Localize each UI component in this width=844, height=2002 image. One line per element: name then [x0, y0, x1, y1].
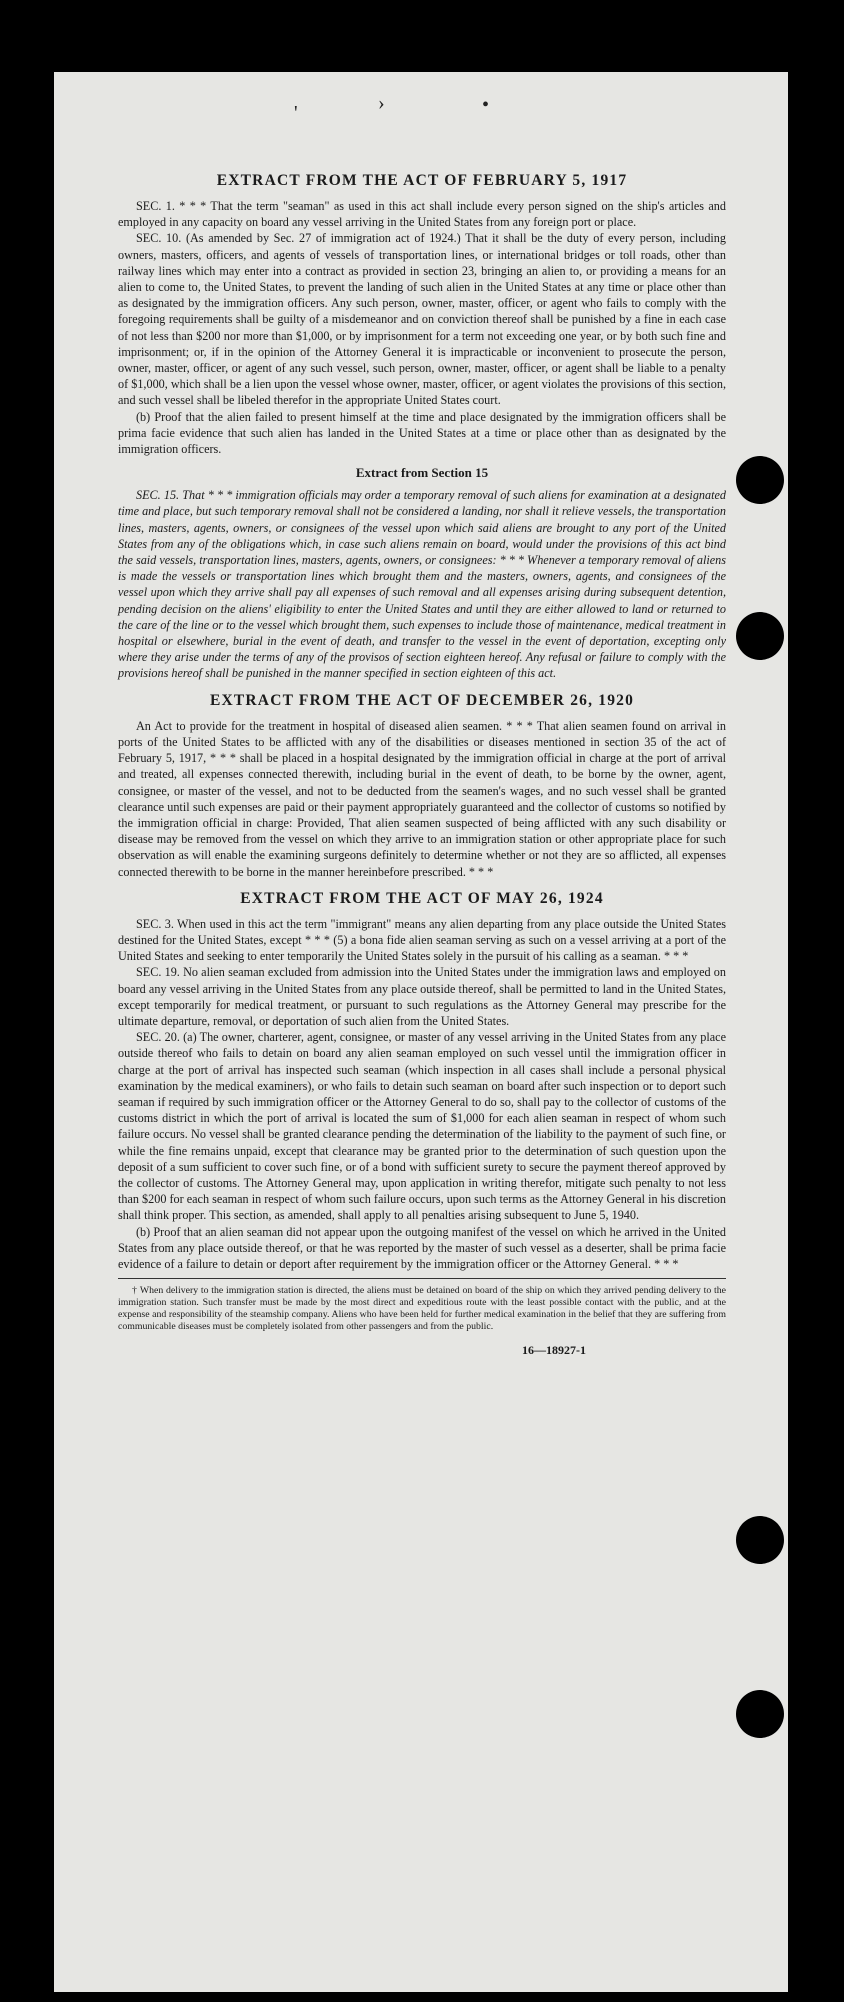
- paragraph-sec-15: SEC. 15. That * * * immigration officials may order a temporary removal of such aliens for examination at a designated time and place, but such temporary removal shall not be considered a landing, nor shall it relieve vessels, the transportation lines, masters, agents, owners, or consignees of the vessel upon which said aliens are brought to any port of the United States from any of the obligations which, in case such aliens remain on board, would under the provisions of this act bind the said vessels, transportation lines, masters, agents, owners, or consignees: * * * Whenever a temporary removal of aliens is made the vessels or transportation lines which brought them and the masters, owners, agents, and consignees of the vessel upon which they arrive shall pay all expenses of such removal and all expenses arising during subsequent detention, pending decision on the aliens' eligibility to enter the United States and until they are either allowed to land or returned to the care of the line or to the vessel which brought them, such expenses to include those of maintenance, medical treatment in hospital or elsewhere, burial in the event of death, and transfer to the vessel in the event of deportation, excepting only where they arise under the terms of any of the provisos of section eighteen hereof. Any refusal or failure to comply with the provisions hereof shall be punished in the manner specified in section eighteen of this act.: [118, 488, 726, 681]
- paragraph-sec-19: SEC. 19. No alien seaman excluded from admission into the United States under the immigration laws and employed on board any vessel arriving in the United States from any place outside thereof, shall be permitted to land in the United States, except temporarily for medical treatment, or pursuant to such regulations as the Attorney General may prescribe for the ultimate departure, removal, or deportation of such alien from the United States.: [118, 965, 726, 1028]
- scan-mark-2: ›: [378, 92, 385, 114]
- punch-hole-4: [736, 1690, 784, 1738]
- scan-mark-3: •: [482, 94, 490, 116]
- heading-act-1924: EXTRACT FROM THE ACT OF MAY 26, 1924: [240, 889, 604, 907]
- document-page: [54, 72, 788, 1992]
- form-code: 16—18927-1: [522, 1343, 586, 1358]
- heading-act-1920: EXTRACT FROM THE ACT OF DECEMBER 26, 1920: [209, 691, 635, 709]
- paragraph-sec-3: SEC. 3. When used in this act the term "immigrant" means any alien departing from any place outside the United States destined for the United States, except * * * (5) a bona fide alien seaman serving as such on a vessel arriving at a port of the United States and seeking to enter temporarily the United States solely in the pursuit of his calling as a seaman. * * *: [118, 916, 726, 964]
- paragraph-sec-20-a: SEC. 20. (a) The owner, charterer, agent, consignee, or master of any vessel arriving in the United States from any place outside thereof who fails to detain on board any alien seaman employed on such vessel until the immigration officer in charge at the port of arrival has inspected such seaman (which inspection in all cases shall include a personal physical examination by the medical examiners), or who fails to detain such seaman on board after such inspection or to deport such seaman if required by such immigration officer or the Attorney General to do so, shall pay to the collector of customs of the customs district in which the port of arrival is located the sum of $1,000 for each alien seaman in respect of whom such failure occurs. No vessel shall be granted clearance pending the determination of the liability to the payment of such fine, or while the fine remains unpaid, except that clearance may be granted prior to the determination of such question upon the deposit of a sum sufficient to cover such fine, or of a bond with sufficient surety to secure the payment thereof approved by the collector of customs. The Attorney General may, upon application in writing therefor, mitigate such penalty to not less than $200 for each seaman in respect of whom such failure occurs, upon such terms as the Attorney General in his discretion shall think proper. This section, as amended, shall apply to all penalties arising subsequent to June 5, 1940.: [118, 1030, 726, 1223]
- heading-section-15: Extract from Section 15: [355, 465, 489, 481]
- punch-hole-1: [736, 456, 784, 504]
- footnote: † When delivery to the immigration station is directed, the aliens must be detained on board of the ship on which they arrived pending delivery to the immigration station. Such transfer must be made by the most direct and expeditious route with the least possible contact with the public, and at the expense and responsibility of the steamship company. Aliens who have been held for further medical examination in the belief that they are suffering from communicable diseases must be completely isolated from other passengers and from the public.: [118, 1285, 726, 1333]
- scan-mark-1: ': [294, 102, 298, 124]
- punch-hole-2: [736, 612, 784, 660]
- paragraph-act-1920: An Act to provide for the treatment in hospital of diseased alien seamen. * * * That alien seamen found on arrival in ports of the United States to be afflicted with any of the disabilities or diseases mentioned in section 35 of the act of February 5, 1917, * * * shall be placed in a hospital designated by the immigration official in charge at the port of arrival and treated, all expenses connected therewith, including burial in the event of death, to be borne by the owner, agent, consignee, or master of the vessel, and not to be deducted from the seamen's wages, and no such vessel shall be granted clearance until such expenses are paid or their payment appropriately guaranteed and the collector of customs so notified by the immigration official in charge: Provided, That alien seamen suspected of being afflicted with any such disability or disease may be removed from the vessel on which they arrive to an immigration station or other appropriate place for such observation as will enable the examining surgeons definitely to determine whether or not they are so afflicted, all expenses connected therewith to be borne in the manner hereinbefore prescribed. * * *: [118, 718, 726, 879]
- paragraph-sec-20-b: (b) Proof that an alien seaman did not appear upon the outgoing manifest of the vessel on which he arrived in the United States from any place outside thereof, or that he was reported by the master of such vessel as a deserter, shall be prima facie evidence of a failure to detain or deport after requirement by the immigration officer or the Attorney General. * * *: [118, 1224, 726, 1271]
- paragraph-sec-10-b: (b) Proof that the alien failed to present himself at the time and place designated by the immigration officers shall be prima facie evidence that such alien has landed in the United States at a time or place other than as designated by the immigration officers.: [118, 409, 726, 457]
- heading-act-1917: EXTRACT FROM THE ACT OF FEBRUARY 5, 1917: [216, 172, 628, 189]
- paragraph-sec-1: SEC. 1. * * * That the term "seaman" as used in this act shall include every person signed on the ship's articles and employed in any capacity on board any vessel arriving in the United States from any foreign port or place.: [118, 199, 726, 230]
- footnote-divider: [118, 1278, 726, 1279]
- paragraph-sec-10: SEC. 10. (As amended by Sec. 27 of immigration act of 1924.) That it shall be the duty of every person, including owners, masters, officers, and agents of vessels of transportation lines, or international bridges or toll roads, other than railway lines which may enter into a contract as provided in section 23, bringing an alien to, or providing a means for an alien to come to, the United States, to prevent the landing of such alien in the United States at any time or place other than as designated by the immigration officers. Any such person, owner, master, officer, or agent who fails to comply with the foregoing requirements shall be guilty of a misdemeanor and on conviction thereof shall be punished by a fine in each case of not less than $200 nor more than $1,000, or by imprisonment for a term not exceeding one year, or by both such fine and imprisonment; or, if in the opinion of the Attorney General it is impracticable or inconvenient to prosecute the person, owner, master, officer, or agent of any such vessel, such person, owner, master, officer, or agent shall be liable to a penalty of $1,000, which shall be a lien upon the vessel whose owner, master, officer, or agent violates the provisions of this section, and such vessel shall be libeled therefor in the appropriate United States court.: [118, 231, 726, 408]
- punch-hole-3: [736, 1516, 784, 1564]
